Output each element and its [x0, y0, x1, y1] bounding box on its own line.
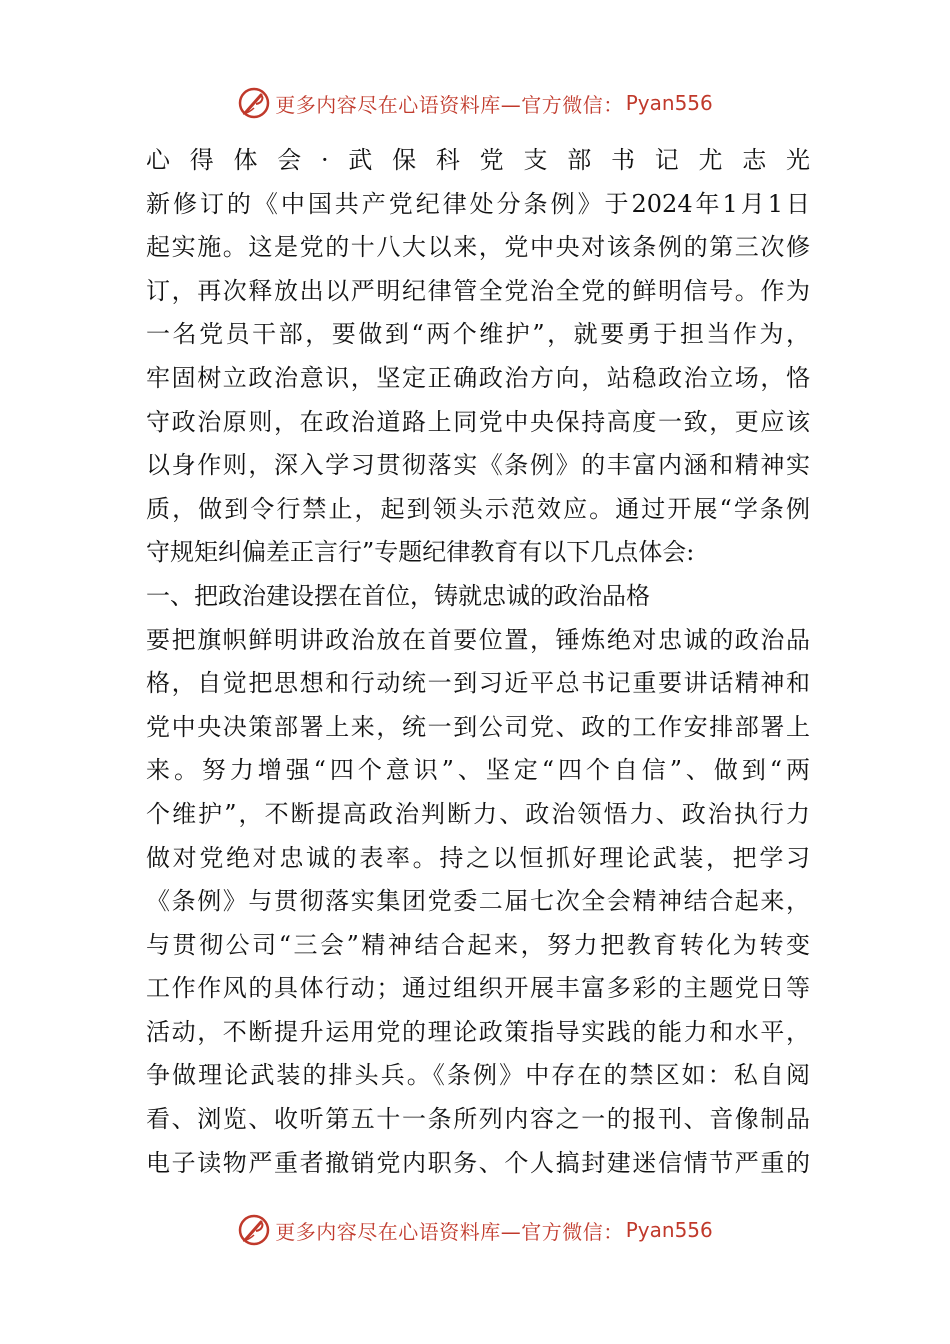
header-watermark-banner [0, 83, 950, 123]
text-line: 起实施。这是党的十八大以来，党中央对该条例的第三次修 [146, 233, 810, 262]
text-line: 以身作则，深入学习贯彻落实《条例》的丰富内涵和精神实 [146, 451, 810, 480]
text-line: 争做理论武装的排头兵。《条例》中存在的禁区如：私自阅 [146, 1061, 810, 1090]
quill-logo-icon [237, 1213, 271, 1247]
text-line: 个维护”，不断提高政治判断力、政治领悟力、政治执行力 [146, 799, 810, 828]
quill-logo-icon [237, 86, 271, 120]
banner-account: Pyan556 [625, 91, 713, 115]
text-line: 新修订的《中国共产党纪律处分条例》于2024年1月1日 [146, 189, 810, 218]
text-line: 工作作风的具体行动；通过组织开展丰富多彩的主题党日等 [146, 974, 810, 1003]
footer-watermark-banner [0, 1210, 950, 1250]
text-line: 《条例》与贯彻落实集团党委二届七次全会精神结合起来， [146, 887, 810, 916]
text-line: 守规矩纠偏差正言行”专题纪律教育有以下几点体会: [146, 538, 695, 567]
text-line: 牢固树立政治意识，坚定正确政治方向，站稳政治立场，恪 [146, 363, 810, 392]
text-line: 党中央决策部署上来，统一到公司党、政的工作安排部署上 [146, 712, 810, 741]
text-line: 质，做到令行禁止，起到领头示范效应。通过开展“学条例 [146, 494, 810, 523]
text-line: 来。努力增强“四个意识”、坚定“四个自信”、做到“两 [146, 756, 810, 785]
text-line: 看、浏览、收听第五十一条所列内容之一的报刊、音像制品 [146, 1105, 810, 1134]
text-line: 格，自觉把思想和行动统一到习近平总书记重要讲话精神和 [146, 669, 810, 698]
text-line: 守政治原则，在政治道路上同党中央保持高度一致，更应该 [146, 407, 810, 436]
document-title: 心得体会·武保科党支部书记尤志光 [146, 146, 810, 174]
text-line: 要把旗帜鲜明讲政治放在首要位置，锤炼绝对忠诚的政治品 [146, 625, 810, 654]
document-body [146, 139, 810, 1185]
text-line: 电子读物严重者撤销党内职务、个人搞封建迷信情节严重的 [146, 1148, 810, 1177]
text-line: 做对党绝对忠诚的表率。持之以恒抓好理论武装，把学习 [146, 843, 810, 872]
banner-account: Pyan556 [625, 1218, 713, 1242]
text-line: 一名党员干部，要做到“两个维护”，就要勇于担当作为， [146, 320, 810, 349]
text-line: 活动，不断提升运用党的理论政策指导实践的能力和水平， [146, 1017, 810, 1046]
text-line: 与贯彻公司“三会”精神结合起来，努力把教育转化为转变 [146, 930, 810, 959]
section-heading: 一、把政治建设摆在首位，铸就忠诚的政治品格 [146, 581, 650, 610]
banner-text: 更多内容尽在心语资料库—官方微信： [275, 92, 624, 117]
text-line: 订，再次释放出以严明纪律管全党治全党的鲜明信号。作为 [146, 276, 810, 305]
banner-text: 更多内容尽在心语资料库—官方微信： [275, 1219, 624, 1244]
